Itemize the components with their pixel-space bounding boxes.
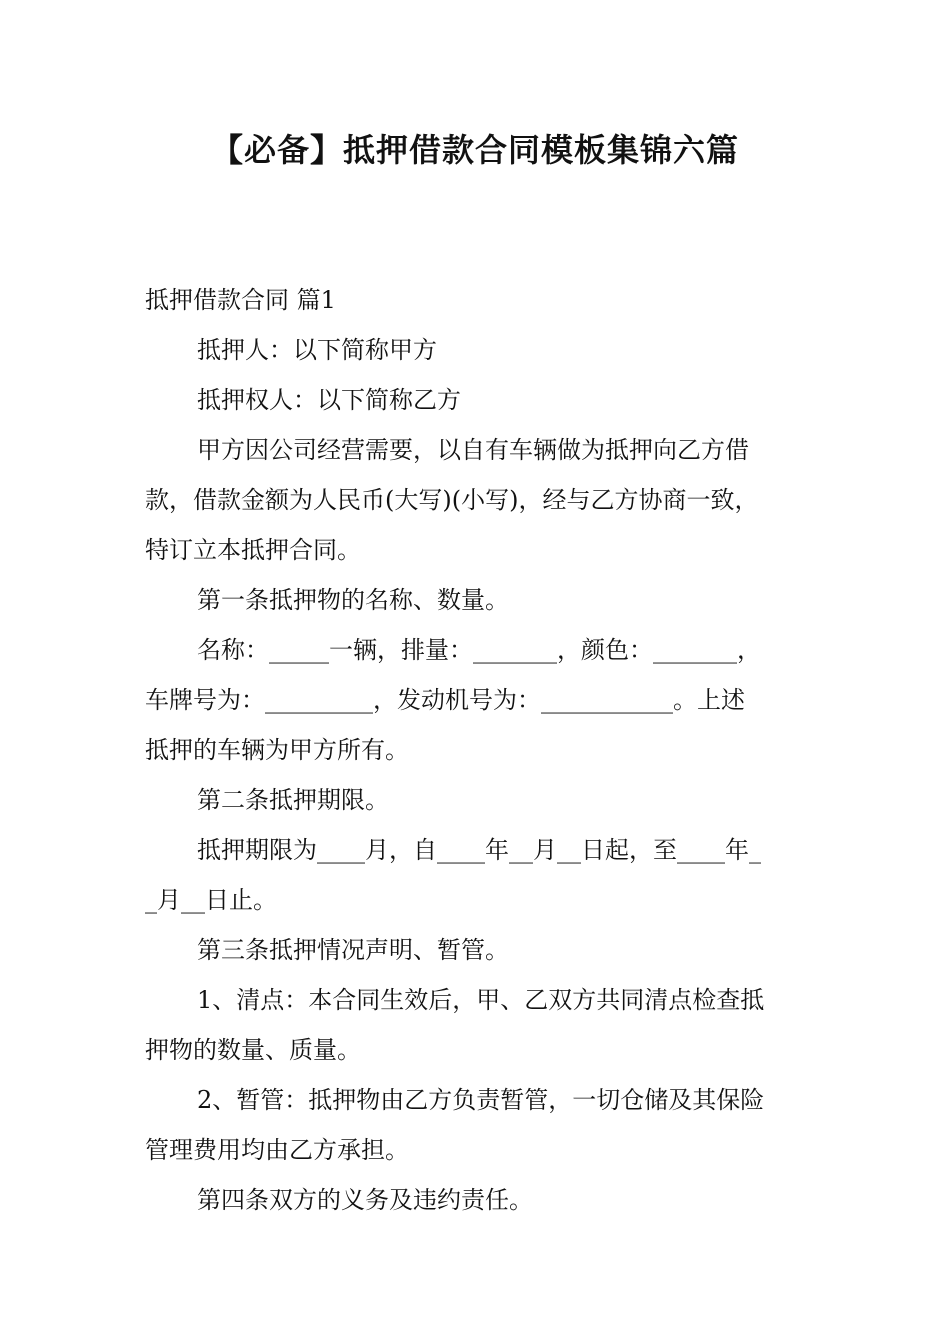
clause-heading: 第一条抵押物的名称、数量。	[197, 586, 509, 614]
paragraph-line: 抵押的车辆为甲方所有。	[145, 736, 409, 764]
clause-heading: 第三条抵押情况声明、暂管。	[197, 936, 509, 964]
clause-heading: 第二条抵押期限。	[197, 786, 389, 814]
paragraph-line: 押物的数量、质量。	[145, 1036, 361, 1064]
paragraph-line: 管理费用均由乙方承担。	[145, 1136, 409, 1164]
paragraph-line: _月__日止。	[145, 886, 277, 914]
paragraph-line: 甲方因公司经营需要，以自有车辆做为抵押向乙方借	[197, 436, 749, 464]
paragraph-line: 款，借款金额为人民币(大写)(小写)，经与乙方协商一致，	[145, 486, 759, 514]
paragraph-line: 2、暂管：抵押物由乙方负责暂管，一切仓储及其保险	[197, 1086, 765, 1114]
paragraph-line: 抵押权人：以下简称乙方	[197, 386, 461, 414]
paragraph-line: 名称：_____一辆，排量：_______，颜色：_______，	[197, 636, 761, 664]
clause-heading: 第四条双方的义务及违约责任。	[197, 1186, 533, 1214]
document-body	[145, 275, 810, 1225]
section-heading: 抵押借款合同 篇1	[145, 286, 336, 314]
paragraph-line: 抵押期限为____月，自____年__月__日起，至____年_	[197, 836, 761, 864]
paragraph-line: 特订立本抵押合同。	[145, 536, 361, 564]
paragraph-line: 车牌号为：_________，发动机号为：___________。上述	[145, 686, 745, 714]
document-title: 【必备】抵押借款合同模板集锦六篇	[210, 131, 739, 169]
paragraph-line: 1、清点：本合同生效后，甲、乙双方共同清点检查抵	[197, 986, 765, 1014]
paragraph-line: 抵押人：以下简称甲方	[197, 336, 437, 364]
